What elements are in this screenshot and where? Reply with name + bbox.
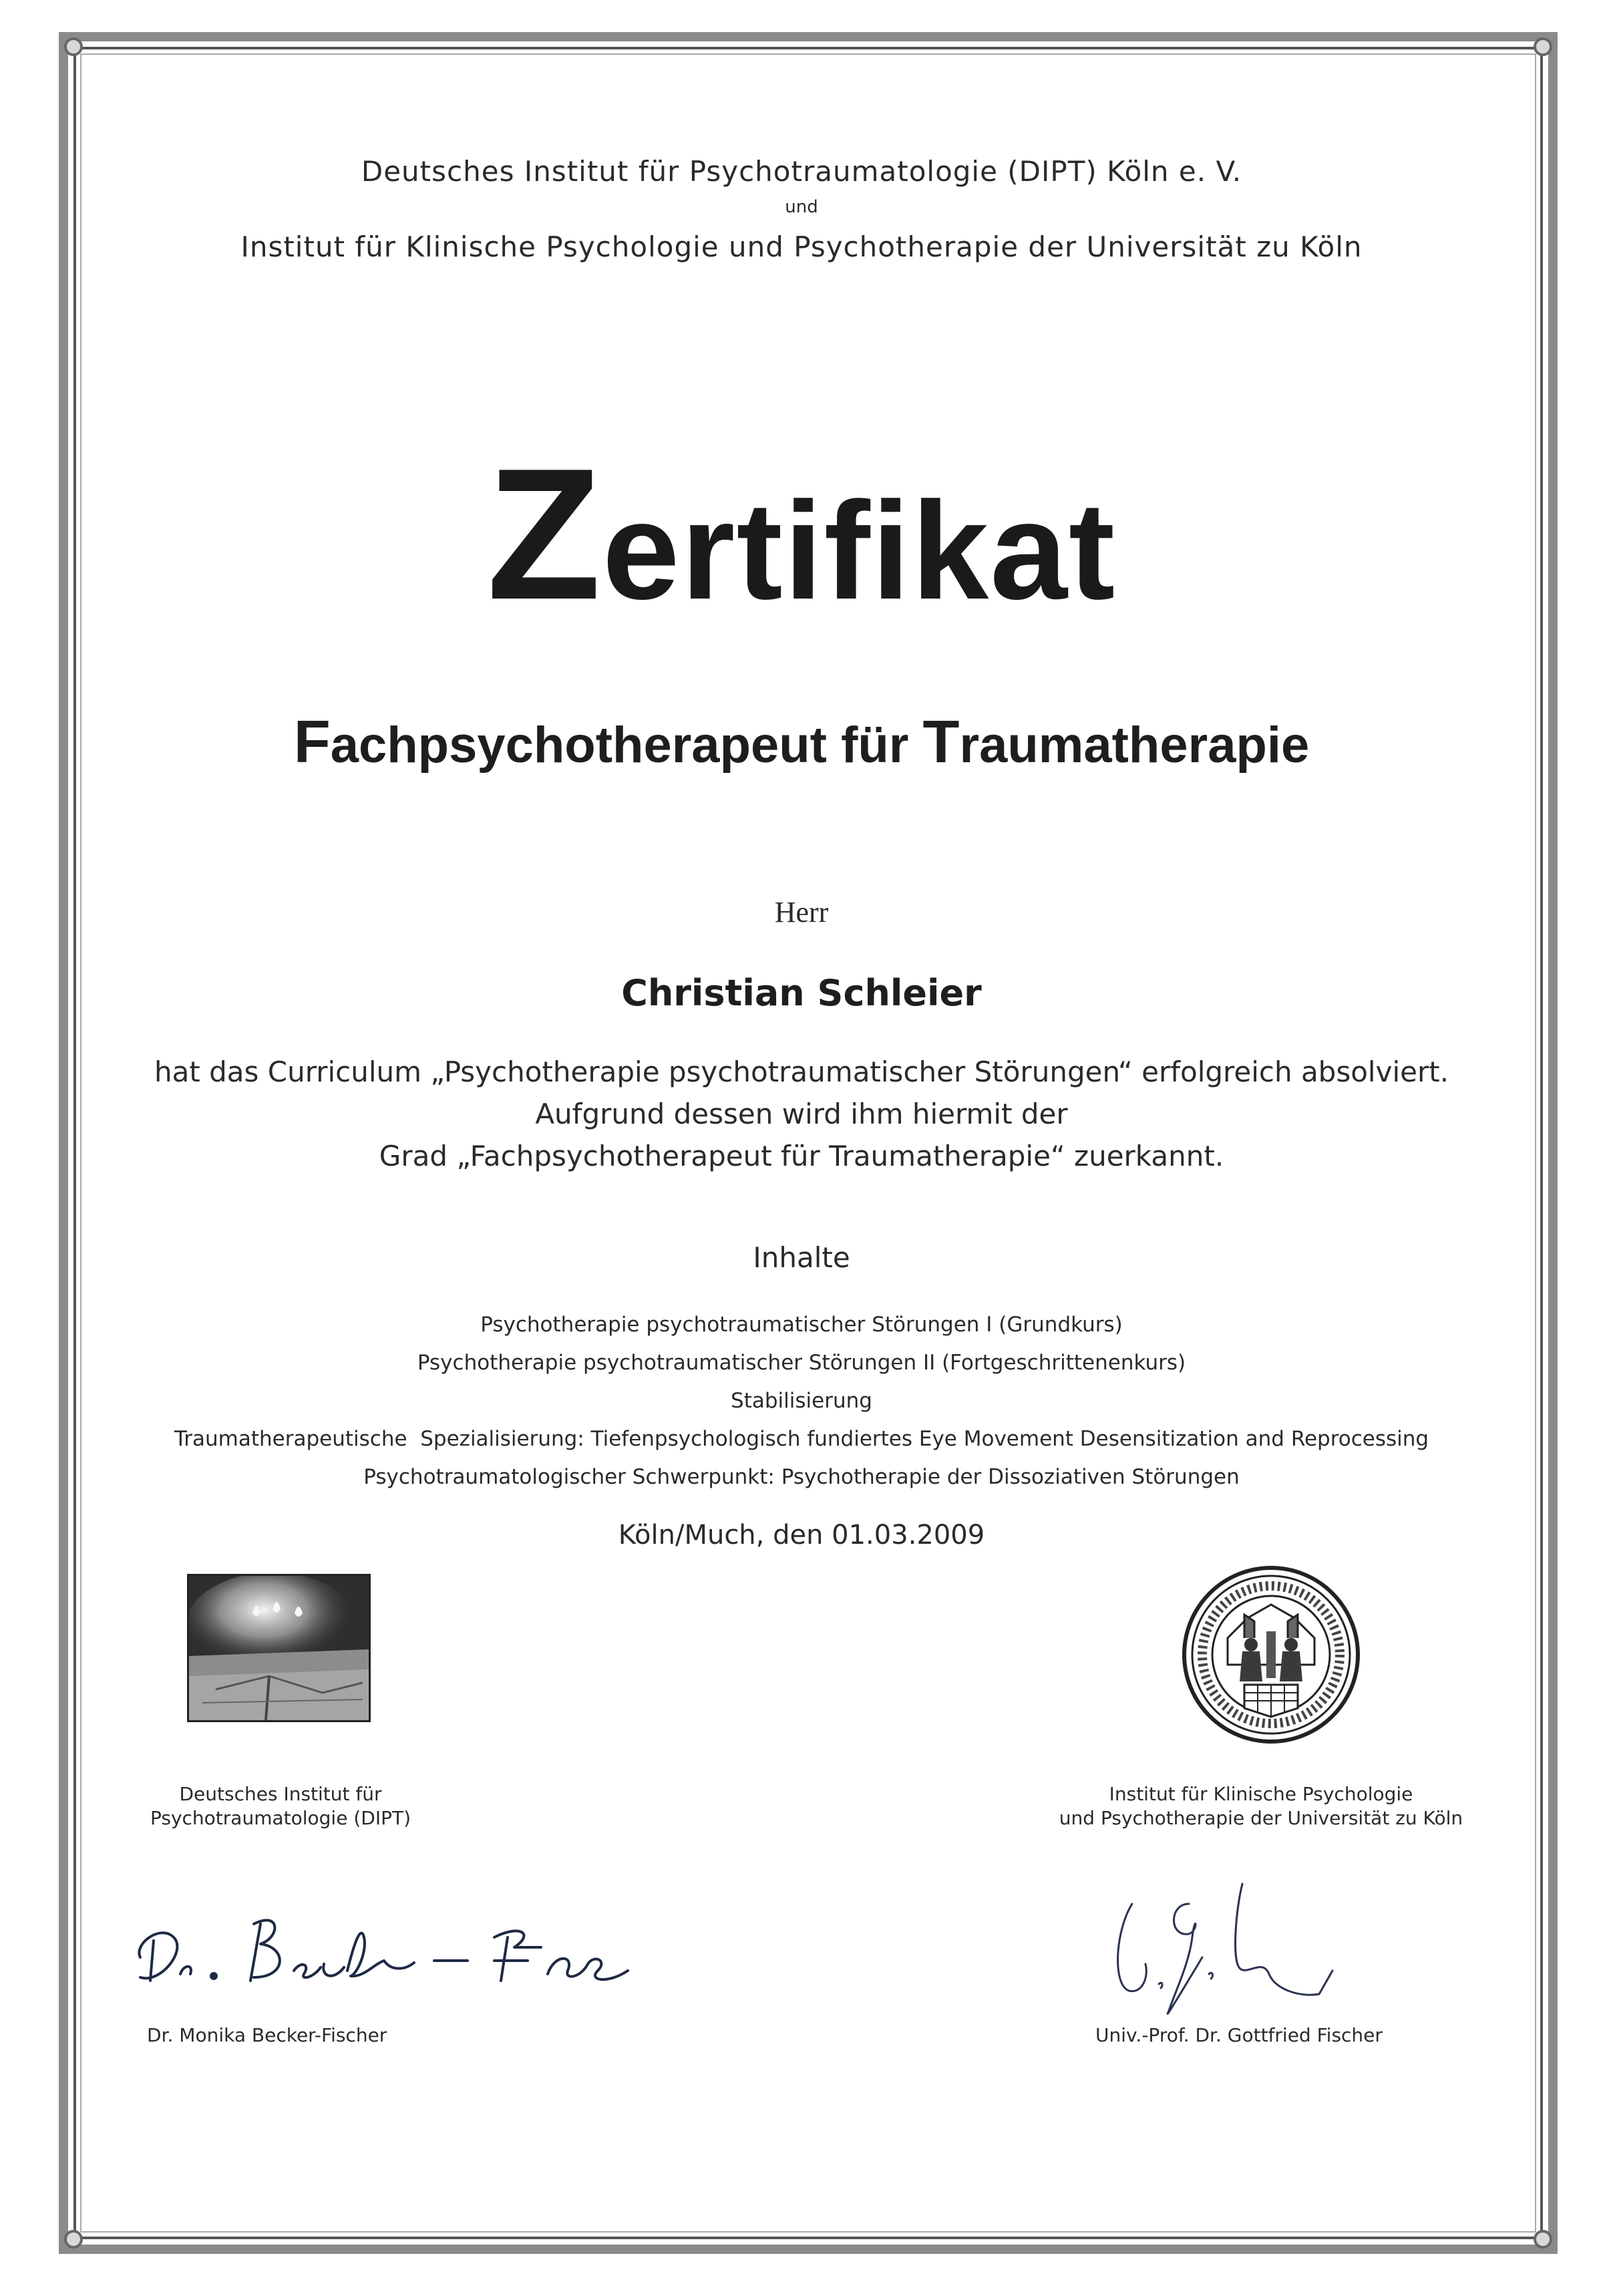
title-rest: ertifikat [602,474,1117,629]
right-institution-caption [1034,1782,1488,1830]
certificate-degree [0,708,1603,777]
issuing-institute-university: Institut für Klinische Psychologie und Psychotherapie der Universität zu Köln [240,230,1363,263]
header-conjunction: und [785,197,818,217]
signer-name-right: Univ.-Prof. Dr. Gottfried Fischer [1095,2024,1383,2046]
contents-item: Stabilisierung [731,1389,872,1413]
frame-corner-ornament [1534,2230,1552,2249]
issuing-institute-dipt: Deutsches Institut für Psychotraumatologie (DIPT) Köln e. V. [361,155,1242,188]
degree-initial-1: F [293,709,331,776]
issue-date: Köln/Much, den 01.03.2009 [618,1520,985,1550]
contents-item: Psychotraumatologischer Schwerpunkt: Psychotherapie der Dissoziativen Störungen [363,1465,1240,1489]
left-institution-line: Psychotraumatologie (DIPT) [150,1807,411,1829]
left-institution-caption [134,1782,427,1830]
body-text-line: hat das Curriculum „Psychotherapie psychotraumatischer Störungen“ erfolgreich absolviert. [154,1055,1449,1088]
left-institution-line: Deutsches Institut für [179,1783,382,1805]
contents-item: Traumatherapeutische Spezialisierung: Tiefenpsychologisch fundiertes Eye Movement Desensitization and Reprocessing [174,1427,1429,1451]
contents-item: Psychotherapie psychotraumatischer Störungen II (Fortgeschrittenenkurs) [417,1351,1186,1375]
frame-corner-ornament [64,37,83,56]
body-text-line: Grad „Fachpsychotherapeut für Traumatherapie“ zuerkannt. [379,1140,1224,1172]
contents-list [0,1306,1603,1496]
contents-heading: Inhalte [753,1241,850,1274]
contents-item: Psychotherapie psychotraumatischer Störungen I (Grundkurs) [480,1313,1123,1337]
frame-corner-ornament [1534,37,1552,56]
dipt-logo-photo [187,1574,371,1722]
signer-name-left: Dr. Monika Becker-Fischer [147,2024,387,2046]
right-institution-line: und Psychotherapie der Universität zu Köln [1059,1807,1463,1829]
certificate-title [0,428,1603,642]
university-seal [1181,1565,1361,1745]
signature-fischer [1095,1857,1376,2031]
degree-text-1: achpsychotherapeut für [330,717,923,774]
body-text-line: Aufgrund dessen wird ihm hiermit der [535,1098,1068,1130]
recipient-salutation: Herr [774,896,829,929]
degree-text-2: raumatherapie [959,717,1310,774]
recipient-name: Christian Schleier [621,972,982,1014]
right-institution-line: Institut für Klinische Psychologie [1109,1783,1413,1805]
title-initial: Z [486,430,602,639]
frame-corner-ornament [64,2230,83,2249]
degree-initial-2: T [922,709,960,776]
signature-becker-fischer [120,1897,721,2017]
